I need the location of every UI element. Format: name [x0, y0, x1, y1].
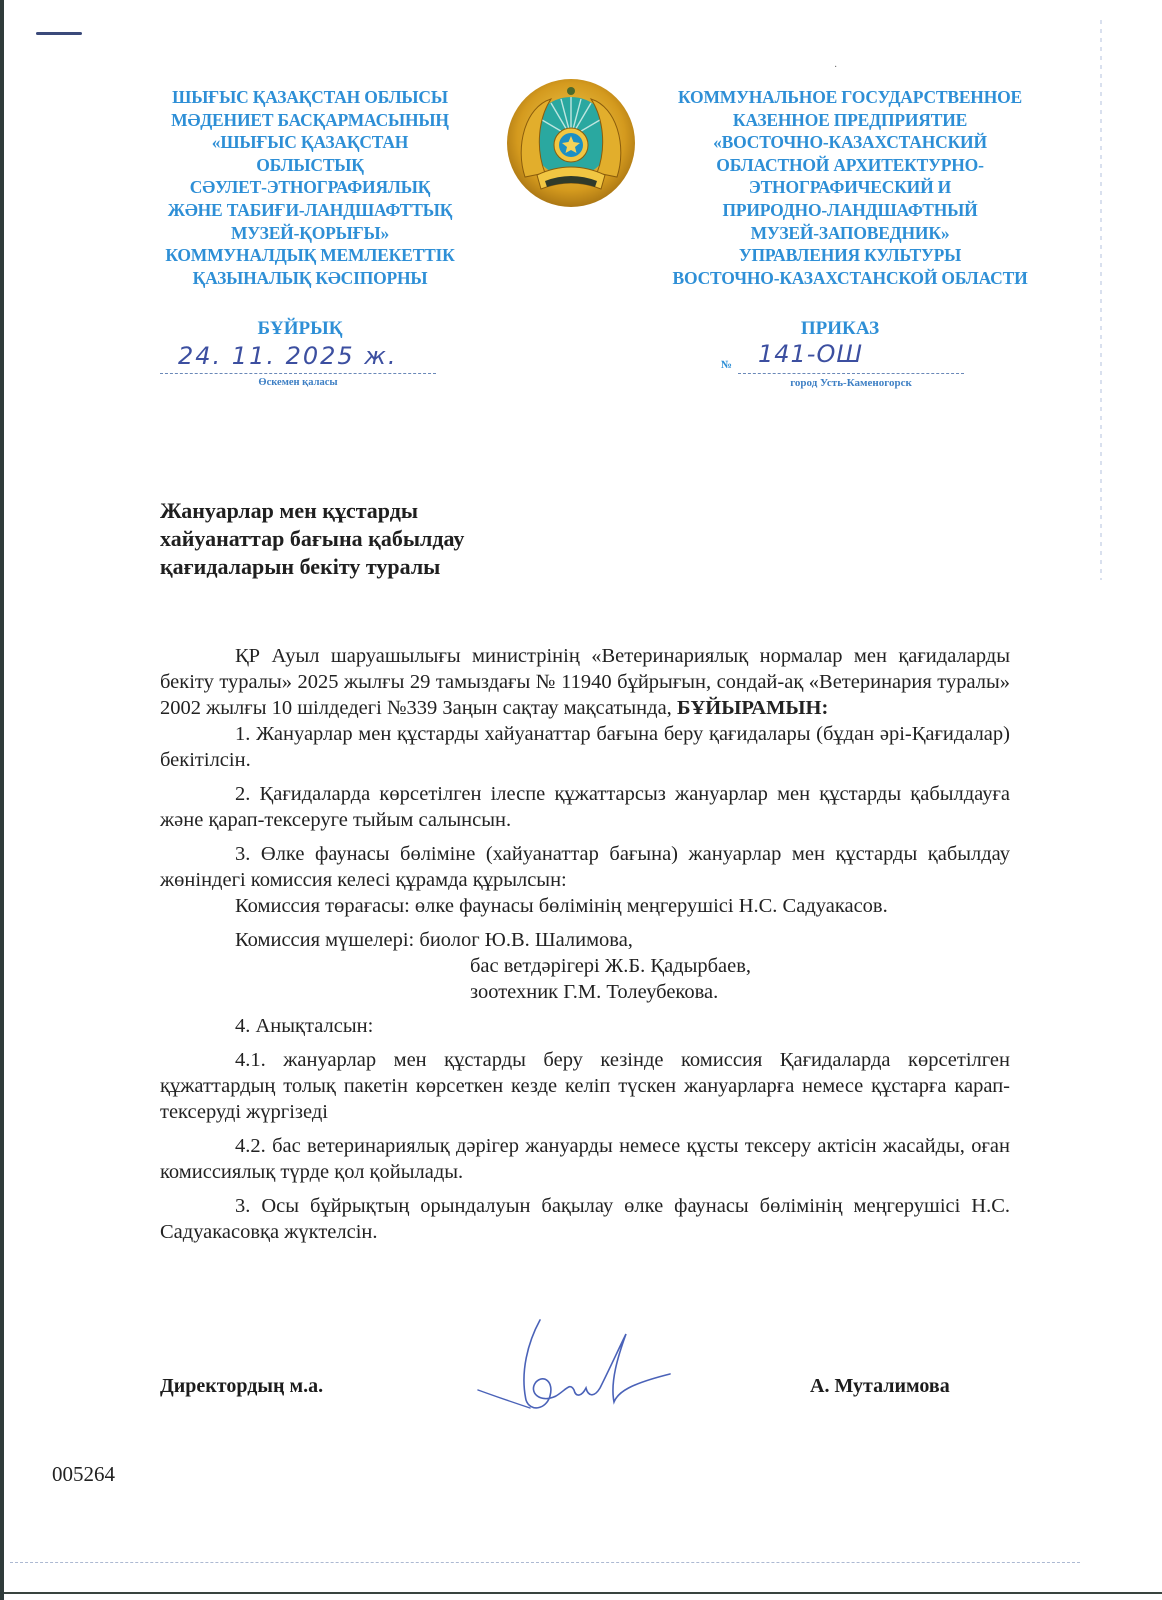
member: бас ветдәрігері Ж.Б. Қадырбаев,: [470, 955, 752, 977]
order-body: [160, 643, 1010, 1245]
member: зоотехник Г.М. Толеубекова.: [470, 981, 719, 1003]
signatory-role: Директордың м.а.: [160, 1375, 324, 1397]
signatory-name: А. Муталимова: [810, 1375, 950, 1397]
subject-line: хайуанаттар бағына қабылдау: [160, 526, 465, 551]
handwritten-signature-icon: [470, 1312, 690, 1422]
header-ru-line: ВОСТОЧНО-КАЗАХСТАНСКОЙ ОБЛАСТИ: [672, 267, 1028, 288]
header-ru-line: КОММУНАЛЬНОЕ ГОСУДАРСТВЕННОЕ: [677, 87, 1023, 107]
member: биолог Ю.В. Шалимова,: [419, 929, 633, 951]
city-ru: город Усть-Каменогорск: [790, 377, 912, 389]
order-date-handwritten: 24. 11. 2025 ж.: [178, 342, 398, 370]
subject-line: Жануарлар мен құстарды: [160, 498, 419, 523]
header-ru-line: УПРАВЛЕНИЯ КУЛЬТУРЫ: [738, 245, 962, 266]
city-kz: Өскемен қаласы: [258, 377, 338, 388]
item-4-1: 4.1. жануарлар мен құстарды беру кезінде комиссия Қағидаларда көрсетілген құжаттардың толық пакетін көрсеткен кезде келіп түскен жануарларға немесе құстарға карап-тексеруді жүргізеді: [160, 1049, 1010, 1123]
scan-artifact-right: [1100, 20, 1102, 580]
scan-mark-top: [36, 32, 82, 35]
header-ru: [660, 86, 1040, 289]
item-2: 2. Қағидаларда көрсетілген ілеспе құжаттарсыз жануарлар мен құстарды қабылдауға және қарап-тексеруге тыйым салынсын.: [160, 783, 1010, 831]
header-kz-line: ОБЛЫСТЫҚ: [256, 154, 364, 175]
header-kz: [150, 86, 470, 289]
order-word: БҰЙЫРАМЫН:: [676, 697, 829, 719]
preamble-text: ҚР Ауыл шаруашылығы министрінің «Ветеринариялық нормалар мен қағидаларды бекіту туралы» 2025 жылғы 29 тамыздағы № 11940 бұйрығын, сондай-ақ «Ветеринария туралы» 2002 жылғы 10 шілдедегі №339 Заңын сақтау мақсатында,: [160, 645, 1010, 719]
item-4-2: 4.2. бас ветеринариялық дәрігер жануарды немесе құсты тексеру актісін жасайды, оған комиссиялық түрде қол қойылады.: [160, 1135, 1010, 1183]
scan-speck: ·: [834, 62, 838, 73]
item-4: 4. Анықталсын:: [235, 1015, 374, 1037]
header-kz-line: КОММУНАЛДЫҚ МЕМЛЕКЕТТІК: [165, 245, 455, 266]
header-kz-line: «ШЫҒЫС ҚАЗАҚСТАН: [211, 132, 409, 153]
scan-edge-bottom: [4, 1592, 1162, 1594]
header-ru-line: ПРИРОДНО-ЛАНДШАФТНЫЙ: [722, 199, 978, 220]
number-sign: №: [721, 359, 733, 371]
order-number-handwritten: 141-ОШ: [758, 340, 864, 368]
header-kz-line: ҚАЗЫНАЛЫҚ КӘСІПОРНЫ: [192, 267, 428, 288]
header-ru-line: КАЗЕННОЕ ПРЕДПРИЯТИЕ: [732, 109, 968, 130]
item-1: 1. Жануарлар мен құстарды хайуанаттар бағына беру қағидалары (бұдан әрі-Қағидалар) бекітілсін.: [160, 723, 1010, 771]
order-subject: [160, 497, 464, 581]
preamble: [160, 643, 1010, 721]
commission-chair: Комиссия төрағасы: өлке фаунасы бөлімінің меңгерушісі Н.С. Садуакасов.: [235, 895, 888, 917]
header-kz-line: ЖӘНЕ ТАБИҒИ-ЛАНДШАФТТЫҚ: [167, 199, 453, 220]
document-number: 005264: [52, 1462, 115, 1486]
header-kz-line: СӘУЛЕТ-ЭТНОГРАФИЯЛЫҚ: [189, 177, 431, 198]
header-ru-line: «ВОСТОЧНО-КАЗАХСТАНСКИЙ: [713, 132, 987, 153]
commission-members: [160, 927, 1010, 953]
header-ru-line: ЭТНОГРАФИЧЕСКИЙ И: [748, 177, 952, 198]
date-underline: [160, 373, 436, 374]
number-underline: [738, 373, 964, 374]
footer-divider: [10, 1562, 1080, 1563]
item-3: 3. Өлке фаунасы бөліміне (хайуанаттар бағына) жануарлар мен құстарды қабылдау жөніндегі комиссия келесі құрамда құрылсын:: [160, 843, 1010, 891]
order-title-kz: БҰЙРЫҚ: [257, 318, 343, 339]
header-kz-line: ШЫҒЫС ҚАЗАҚСТАН ОБЛЫСЫ: [172, 87, 448, 107]
order-title-ru: ПРИКАЗ: [800, 318, 880, 339]
header-kz-line: МУЗЕЙ-ҚОРЫҒЫ»: [230, 222, 390, 243]
state-emblem-icon: [505, 77, 637, 209]
header-kz-line: МӘДЕНИЕТ БАСҚАРМАСЫНЫҢ: [171, 109, 449, 130]
header-ru-line: ОБЛАСТНОЙ АРХИТЕКТУРНО-: [716, 154, 984, 175]
subject-line: қағидаларын бекіту туралы: [160, 554, 441, 579]
scan-edge-left: [0, 0, 4, 1600]
header-ru-line: МУЗЕЙ-ЗАПОВЕДНИК»: [750, 222, 950, 243]
item-5: 3. Осы бұйрықтың орындалуын бақылау өлке фаунасы бөлімінің меңгерушісі Н.С. Садуакасовқа жүктелсін.: [160, 1195, 1010, 1243]
members-label: Комиссия мүшелері:: [235, 929, 415, 951]
